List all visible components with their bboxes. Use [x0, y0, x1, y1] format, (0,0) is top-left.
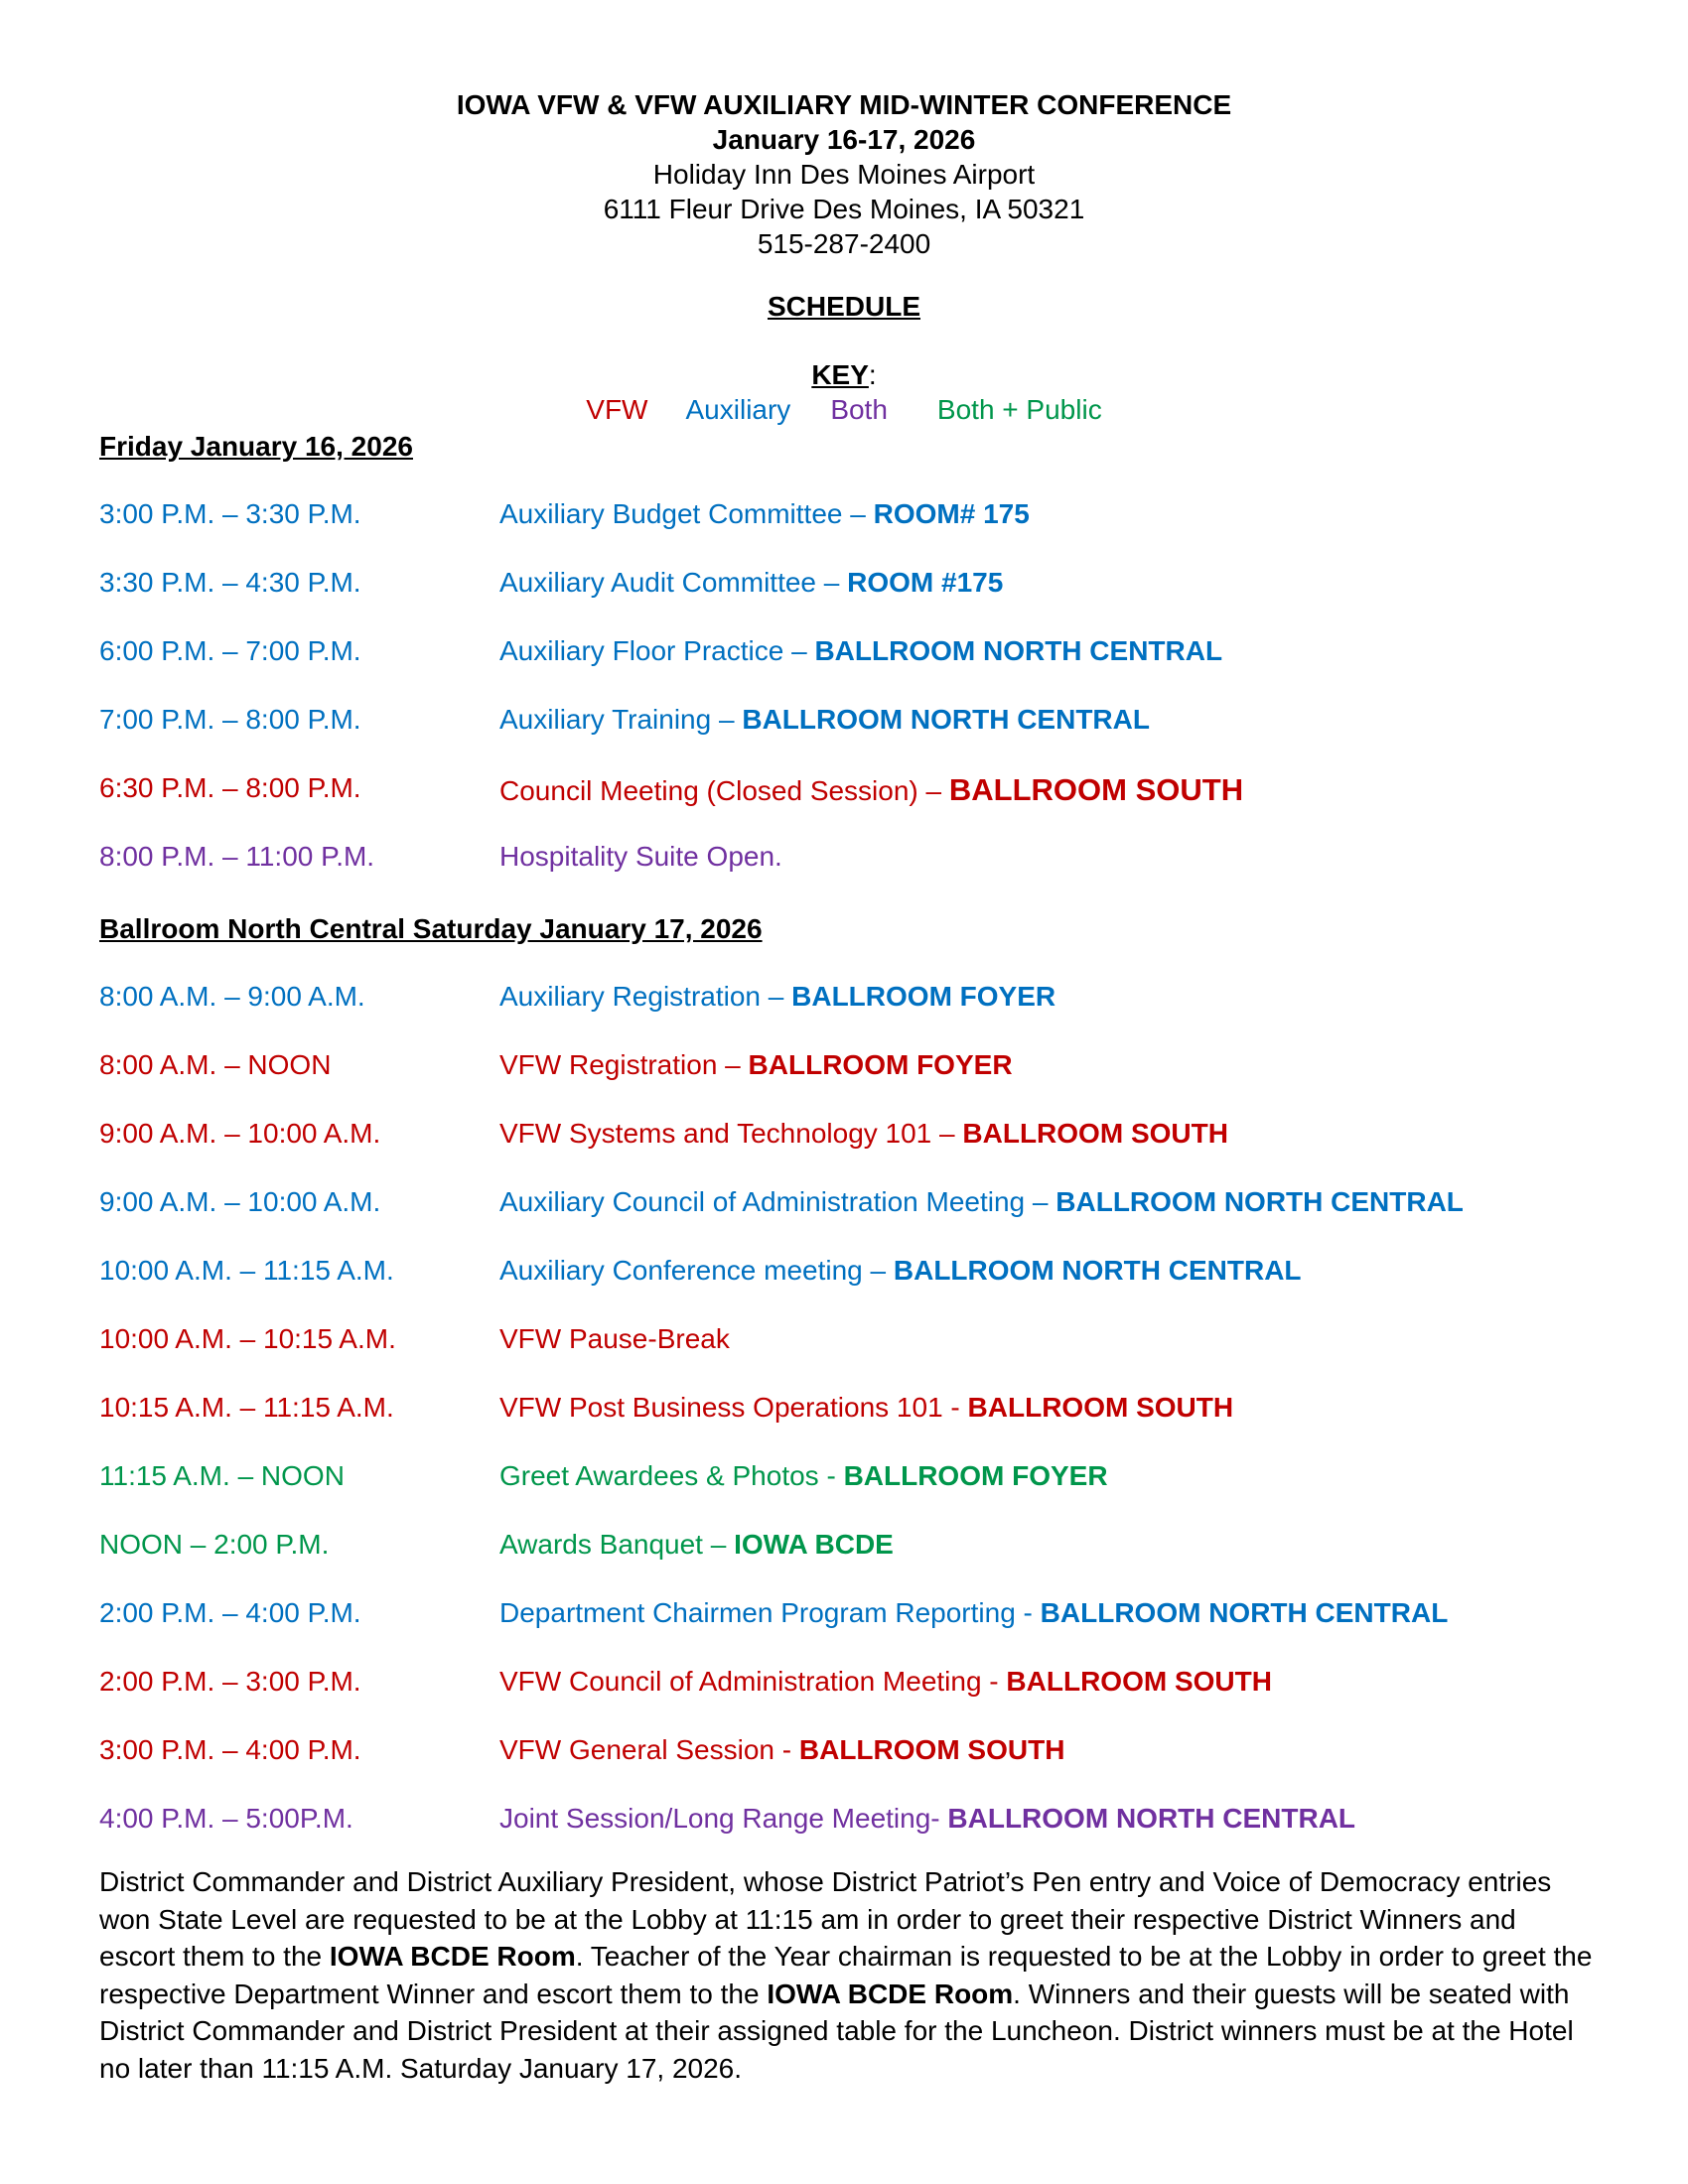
event-description	[499, 1049, 1013, 1081]
note-room-1: IOWA BCDE Room	[329, 1941, 576, 1972]
key-both: Both	[830, 394, 888, 425]
event-description	[499, 1597, 1448, 1629]
event-separator: –	[761, 981, 792, 1012]
event-time: 11:15 A.M. – NOON	[99, 1460, 345, 1491]
note-text-3: . Winners and their guests will be seated with District Commander and District President at their assigned table for the Luncheon. District winners must be at the Hotel no later than 11:15 A.M. Saturday January 17, 2026.	[99, 1978, 1574, 2084]
event-location: BALLROOM NORTH CENTRAL	[1040, 1597, 1449, 1628]
event-separator: –	[917, 775, 949, 806]
event-separator: –	[842, 498, 874, 529]
event-title: VFW General Session	[499, 1734, 774, 1765]
conference-title: IOWA VFW & VFW AUXILIARY MID-WINTER CONFERENCE	[456, 89, 1232, 120]
event-time: 2:00 P.M. – 3:00 P.M.	[99, 1666, 361, 1697]
header	[0, 87, 1688, 261]
friday-heading: Friday January 16, 2026	[99, 431, 413, 462]
event-time: 7:00 P.M. – 8:00 P.M.	[99, 704, 361, 735]
event-title: VFW Post Business Operations 101	[499, 1392, 943, 1423]
event-separator: –	[783, 635, 815, 666]
event-location: ROOM# 175	[873, 498, 1030, 529]
event-title: Council Meeting (Closed Session)	[499, 775, 918, 806]
conference-dates: January 16-17, 2026	[712, 124, 976, 155]
event-title: Auxiliary Council of Administration Meeting	[499, 1186, 1026, 1217]
event-time: 10:00 A.M. – 10:15 A.M.	[99, 1323, 396, 1354]
event-time: 8:00 P.M. – 11:00 P.M.	[99, 841, 375, 872]
event-separator: -	[818, 1460, 844, 1491]
event-time: 10:15 A.M. – 11:15 A.M.	[99, 1392, 394, 1423]
event-time: 8:00 A.M. – 9:00 A.M.	[99, 981, 365, 1012]
event-location: BALLROOM SOUTH	[967, 1392, 1234, 1423]
event-description	[499, 1529, 894, 1561]
event-description	[499, 1186, 1464, 1218]
event-title: VFW Systems and Technology 101	[499, 1118, 932, 1149]
schedule-title: SCHEDULE	[767, 291, 920, 322]
event-time: 3:00 P.M. – 3:30 P.M.	[99, 498, 361, 529]
event-location: BALLROOM FOYER	[791, 981, 1056, 1012]
event-time: 6:00 P.M. – 7:00 P.M.	[99, 635, 361, 666]
event-location: BALLROOM FOYER	[843, 1460, 1108, 1491]
event-time: 9:00 A.M. – 10:00 A.M.	[99, 1118, 381, 1149]
event-location: BALLROOM NORTH CENTRAL	[893, 1255, 1302, 1286]
event-title: Auxiliary Training	[499, 704, 712, 735]
event-description	[499, 1803, 1355, 1835]
event-location: BALLROOM SOUTH	[1006, 1666, 1272, 1697]
event-time: 10:00 A.M. – 11:15 A.M.	[99, 1255, 394, 1286]
event-description	[499, 567, 1003, 599]
key-vfw: VFW	[586, 394, 648, 425]
event-location: BALLROOM SOUTH	[962, 1118, 1228, 1149]
event-separator: –	[862, 1255, 894, 1286]
event-description	[499, 498, 1030, 530]
event-title: Auxiliary Registration	[499, 981, 761, 1012]
event-title: VFW Registration	[499, 1049, 718, 1080]
event-title: Awards Banquet	[499, 1529, 703, 1560]
event-title: Auxiliary Audit Committee	[499, 567, 817, 598]
event-time: 4:00 P.M. – 5:00P.M.	[99, 1803, 353, 1834]
key-colon: :	[868, 359, 877, 390]
event-description	[499, 772, 1243, 808]
note-text-1: District Commander and District Auxiliary President, whose District Patriot’s Pen entry and Voice of Democracy entries won State Level are requested to be at the Lobby at 11:15 am in order to greet their respective District Winners and escort them to the	[99, 1866, 1552, 1972]
event-location: ROOM #175	[847, 567, 1004, 598]
venue-phone: 515-287-2400	[757, 228, 931, 259]
key-auxiliary: Auxiliary	[685, 394, 791, 425]
event-location: BALLROOM NORTH CENTRAL	[814, 635, 1223, 666]
note-room-2: IOWA BCDE Room	[767, 1978, 1014, 2009]
event-separator: –	[816, 567, 848, 598]
event-separator: -	[981, 1666, 1007, 1697]
event-description	[499, 704, 1150, 736]
event-title: Greet Awardees & Photos	[499, 1460, 819, 1491]
event-location: BALLROOM FOYER	[748, 1049, 1013, 1080]
event-title: VFW Council of Administration Meeting	[499, 1666, 982, 1697]
event-time: 8:00 A.M. – NOON	[99, 1049, 332, 1080]
event-separator: –	[711, 704, 743, 735]
note-text-2: . Teacher of the Year chairman is requested to be at the Lobby in order to greet the respective Department Winner and escort them to the	[99, 1941, 1593, 2009]
event-description	[499, 1392, 1233, 1424]
event-description	[499, 635, 1222, 667]
event-time: 3:30 P.M. – 4:30 P.M.	[99, 567, 361, 598]
event-description	[499, 981, 1055, 1013]
key-legend	[0, 394, 1688, 426]
event-time: 2:00 P.M. – 4:00 P.M.	[99, 1597, 361, 1628]
event-separator: –	[702, 1529, 735, 1560]
district-winners-note	[99, 1863, 1599, 2087]
event-title: Department Chairmen Program Reporting	[499, 1597, 1016, 1628]
event-time: NOON – 2:00 P.M.	[99, 1529, 330, 1560]
event-location: BALLROOM SOUTH	[948, 772, 1244, 807]
venue-address: 6111 Fleur Drive Des Moines, IA 50321	[603, 194, 1085, 224]
event-separator: –	[1025, 1186, 1056, 1217]
event-time: 9:00 A.M. – 10:00 A.M.	[99, 1186, 381, 1217]
key-title	[0, 359, 1688, 391]
event-description	[499, 1255, 1302, 1287]
event-separator: –	[717, 1049, 749, 1080]
event-description	[499, 1666, 1272, 1698]
event-time: 6:30 P.M. – 8:00 P.M.	[99, 772, 361, 803]
event-time: 3:00 P.M. – 4:00 P.M.	[99, 1734, 361, 1765]
event-separator: -	[1015, 1597, 1041, 1628]
key-label: KEY	[811, 359, 869, 390]
key-both-public: Both + Public	[936, 394, 1102, 425]
event-title: Auxiliary Budget Committee	[499, 498, 843, 529]
event-location: IOWA BCDE	[734, 1529, 894, 1560]
event-separator: -	[930, 1803, 948, 1834]
event-separator: –	[931, 1118, 963, 1149]
event-location: BALLROOM SOUTH	[798, 1734, 1065, 1765]
event-title: Auxiliary Floor Practice	[499, 635, 784, 666]
event-description	[499, 1734, 1064, 1766]
event-location: BALLROOM NORTH CENTRAL	[947, 1803, 1356, 1834]
event-separator: -	[774, 1734, 799, 1765]
event-title: Hospitality Suite Open.	[499, 841, 782, 872]
event-title: Auxiliary Conference meeting	[499, 1255, 863, 1286]
event-description	[499, 1323, 730, 1355]
event-separator: -	[942, 1392, 968, 1423]
saturday-heading: Ballroom North Central Saturday January 17, 2026	[99, 913, 763, 944]
event-title: Joint Session/Long Range Meeting	[499, 1803, 931, 1834]
event-location: BALLROOM NORTH CENTRAL	[742, 704, 1150, 735]
event-location: BALLROOM NORTH CENTRAL	[1055, 1186, 1464, 1217]
event-description	[499, 1460, 1108, 1492]
event-description	[499, 1118, 1228, 1150]
venue-name: Holiday Inn Des Moines Airport	[652, 159, 1036, 190]
event-title: VFW Pause-Break	[499, 1323, 730, 1354]
event-description	[499, 841, 782, 873]
